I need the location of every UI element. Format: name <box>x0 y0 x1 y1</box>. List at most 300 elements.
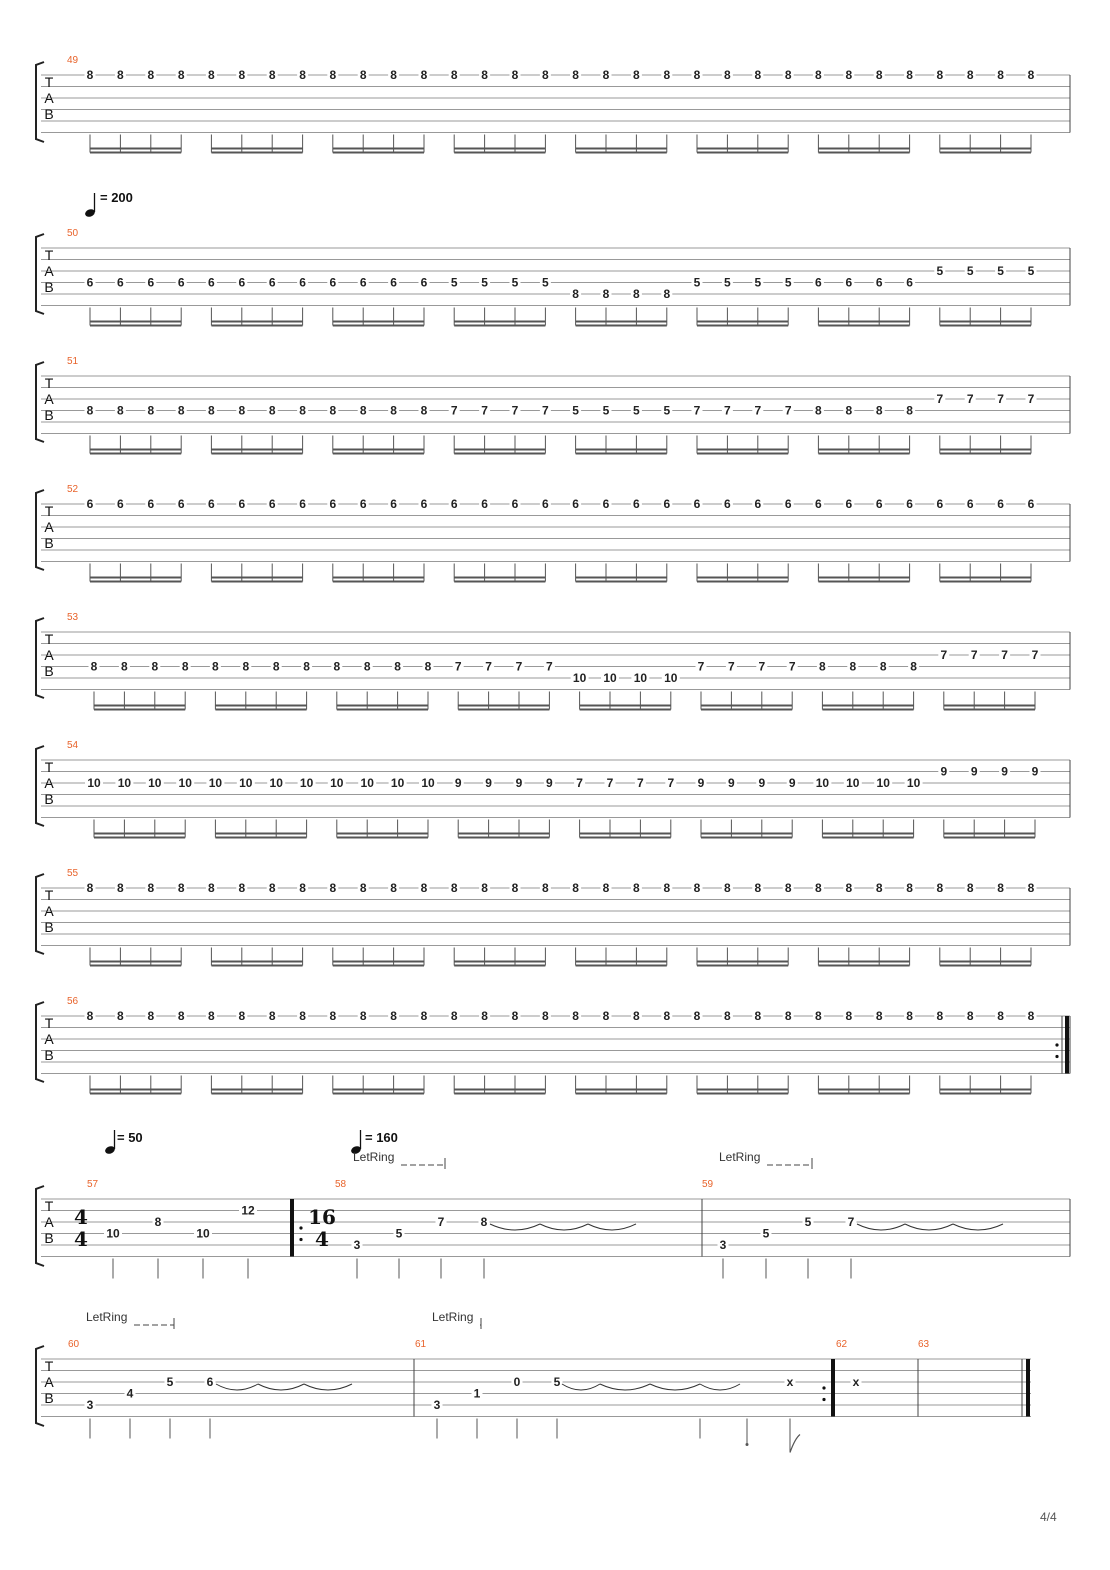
fret-number: 6 <box>390 275 397 290</box>
beam <box>576 321 667 323</box>
final-barline-thick <box>1026 1359 1030 1417</box>
let-ring-label: LetRing <box>86 1310 128 1324</box>
measure-number: 61 <box>415 1339 427 1350</box>
tie-arc <box>700 1384 740 1390</box>
fret-number: 7 <box>667 776 675 790</box>
fret-number: 7 <box>758 659 766 674</box>
system-bracket <box>36 1346 44 1426</box>
fret-number: 6 <box>390 497 397 511</box>
fret-number: 3 <box>86 1398 94 1412</box>
fret-number: 3 <box>719 1238 727 1252</box>
fret-number: 8 <box>845 881 853 895</box>
beam <box>94 833 185 835</box>
fret-number: 8 <box>784 1009 792 1023</box>
tie-arc <box>258 1384 304 1390</box>
beam <box>90 325 181 327</box>
beam <box>94 709 185 711</box>
tie-arc <box>953 1224 1003 1230</box>
tab-letter: A <box>44 391 54 407</box>
tempo-marking: = 50 <box>117 1130 143 1145</box>
fret-number: 8 <box>572 287 579 301</box>
fret-number: 6 <box>147 275 155 290</box>
fret-number: 6 <box>238 275 246 290</box>
fret-number: 6 <box>420 275 428 290</box>
beam <box>576 152 667 154</box>
system-bracket <box>36 1186 44 1266</box>
beam <box>576 577 667 579</box>
fret-number: 8 <box>394 659 401 674</box>
beam <box>818 1089 909 1091</box>
fret-number: 5 <box>572 403 579 418</box>
beam <box>90 961 181 963</box>
beam <box>333 453 424 455</box>
tie-arc <box>490 1224 540 1230</box>
beam <box>333 148 424 150</box>
beam <box>90 965 181 967</box>
beam <box>822 837 913 839</box>
fret-number: 8 <box>602 1009 610 1023</box>
tab-letter: B <box>44 279 54 295</box>
fret-number: 8 <box>177 403 185 418</box>
beam <box>333 577 424 579</box>
beam <box>818 581 909 583</box>
fret-number: 8 <box>663 1009 671 1023</box>
beam <box>940 1089 1031 1091</box>
beam <box>822 705 913 707</box>
system-bracket <box>36 234 44 314</box>
fret-number: 8 <box>208 1009 215 1023</box>
fret-number: 6 <box>815 497 822 511</box>
fret-number: 8 <box>906 403 913 418</box>
fret-number: 7 <box>693 403 701 418</box>
tab-letter: T <box>44 74 54 90</box>
measure-number: 52 <box>67 484 79 495</box>
beam <box>576 965 667 967</box>
fret-number: 7 <box>515 659 523 674</box>
fret-number: 8 <box>208 403 215 418</box>
beam <box>90 1089 181 1091</box>
fret-number: 5 <box>542 275 549 290</box>
fret-number: 8 <box>299 881 306 895</box>
beam <box>454 581 545 583</box>
tab-letter: A <box>44 775 54 791</box>
tie-arc <box>905 1224 953 1230</box>
fret-number: 7 <box>697 659 705 674</box>
fret-number: 5 <box>602 403 610 418</box>
fret-number: 5 <box>450 275 458 290</box>
fret-number: 8 <box>154 1215 162 1229</box>
fret-number: 9 <box>1001 764 1008 779</box>
beam <box>944 833 1035 835</box>
fret-number: 6 <box>754 497 762 511</box>
fret-number: 9 <box>697 776 705 790</box>
beam <box>576 961 667 963</box>
fret-number: 8 <box>177 1009 185 1023</box>
beam <box>576 1093 667 1095</box>
fret-number: 9 <box>970 764 978 779</box>
fret-number: 8 <box>724 881 731 895</box>
fret-number: 8 <box>86 403 94 418</box>
fret-number: 6 <box>117 275 124 290</box>
fret-number: 8 <box>572 1009 579 1023</box>
fret-number: 8 <box>663 287 671 301</box>
fret-number: 8 <box>1027 881 1035 895</box>
fret-number: 8 <box>481 1009 488 1023</box>
eighth-flag <box>790 1435 800 1453</box>
repeat-dot <box>1055 1043 1058 1046</box>
measure-number: 57 <box>87 1179 99 1190</box>
system-bracket <box>36 362 44 442</box>
fret-number: 8 <box>754 68 762 82</box>
beam <box>940 577 1031 579</box>
fret-number: 6 <box>177 275 185 290</box>
beam <box>697 152 788 154</box>
time-signature-bottom: 4 <box>315 1227 329 1251</box>
fret-number: 6 <box>238 497 246 511</box>
fret-number: 8 <box>784 68 792 82</box>
fret-number: 8 <box>845 1009 853 1023</box>
fret-number: 8 <box>299 1009 306 1023</box>
beam <box>215 833 306 835</box>
fret-number: 6 <box>1027 497 1035 511</box>
tab-letter: A <box>44 903 54 919</box>
beam <box>333 961 424 963</box>
beam <box>818 577 909 579</box>
beam <box>818 325 909 327</box>
tab-letter: B <box>44 106 54 122</box>
fret-number: 8 <box>511 68 519 82</box>
fret-number: 10 <box>87 776 101 790</box>
fret-number: 8 <box>363 659 371 674</box>
fret-number: 6 <box>936 497 944 511</box>
fret-number: 6 <box>906 275 913 290</box>
fret-number: 8 <box>602 287 610 301</box>
let-ring-label: LetRing <box>719 1150 761 1164</box>
fret-number: 8 <box>511 881 519 895</box>
fret-number: 5 <box>633 403 640 418</box>
fret-number: 8 <box>268 68 276 82</box>
beam <box>822 833 913 835</box>
fret-number: 10 <box>815 776 830 790</box>
fret-number: 6 <box>86 275 94 290</box>
fret-number: 6 <box>966 497 974 511</box>
time-signature-top: 4 <box>74 1205 88 1229</box>
fret-number: 7 <box>724 403 731 418</box>
beam <box>215 705 306 707</box>
measure-number: 63 <box>918 1339 930 1350</box>
fret-number: 8 <box>147 1009 155 1023</box>
beam <box>576 449 667 451</box>
fret-number: 5 <box>166 1375 174 1389</box>
beam <box>333 581 424 583</box>
fret-number: 6 <box>633 497 640 511</box>
beam <box>818 961 909 963</box>
fret-number: 8 <box>1027 68 1035 82</box>
fret-number: 8 <box>511 1009 519 1023</box>
beam <box>697 321 788 323</box>
fret-number: 6 <box>906 497 913 511</box>
fret-number: 6 <box>359 497 367 511</box>
fret-number: 8 <box>906 1009 913 1023</box>
fret-number: 8 <box>177 881 185 895</box>
fret-number: 8 <box>481 68 488 82</box>
fret-number: 6 <box>268 497 276 511</box>
let-ring-label: LetRing <box>432 1310 474 1324</box>
fret-number: 8 <box>572 881 579 895</box>
beam <box>337 837 428 839</box>
beam <box>818 449 909 451</box>
let-ring-label: LetRing <box>353 1150 395 1164</box>
fret-number: 6 <box>299 497 306 511</box>
fret-number: 6 <box>572 497 579 511</box>
fret-number: 8 <box>849 659 857 674</box>
fret-number: 8 <box>359 881 367 895</box>
measure-number: 53 <box>67 612 79 623</box>
beam <box>211 965 302 967</box>
fret-number: 7 <box>784 403 792 418</box>
tab-letter: B <box>44 535 54 551</box>
measure-number: 55 <box>67 868 79 879</box>
fret-number: 10 <box>876 776 890 790</box>
fret-number: 8 <box>633 1009 640 1023</box>
fret-number: 8 <box>147 68 155 82</box>
fret-number: 8 <box>268 403 276 418</box>
fret-number: 6 <box>86 497 94 511</box>
fret-number: 8 <box>542 68 549 82</box>
fret-number: 8 <box>966 881 974 895</box>
fret-number: 5 <box>762 1226 770 1241</box>
fret-number: 8 <box>754 881 762 895</box>
fret-number: 8 <box>268 881 276 895</box>
beam <box>818 152 909 154</box>
tab-letter: A <box>44 90 54 106</box>
time-signature-bottom: 4 <box>74 1227 88 1251</box>
fret-number: 6 <box>693 497 701 511</box>
fret-number: 5 <box>511 275 519 290</box>
measure-number: 60 <box>68 1339 80 1350</box>
fret-number: 8 <box>966 1009 974 1023</box>
beam <box>940 325 1031 327</box>
beam <box>90 321 181 323</box>
fret-number: 8 <box>86 68 94 82</box>
beam <box>697 961 788 963</box>
fret-number: 10 <box>269 776 283 790</box>
fret-number: 8 <box>238 1009 246 1023</box>
beam <box>211 1093 302 1095</box>
beam <box>940 449 1031 451</box>
fret-number: 7 <box>936 392 944 406</box>
staccato-dot <box>746 1443 749 1446</box>
fret-number: x <box>852 1375 860 1389</box>
system-bracket <box>36 62 44 142</box>
tab-letter: T <box>44 1015 54 1031</box>
repeat-dot <box>822 1398 825 1401</box>
fret-number: 8 <box>299 403 306 418</box>
fret-number: 7 <box>606 776 614 790</box>
measure-number: 58 <box>335 1179 347 1190</box>
beam <box>940 1093 1031 1095</box>
beam <box>211 1089 302 1091</box>
beam <box>697 449 788 451</box>
fret-number: 8 <box>238 403 246 418</box>
fret-number: 5 <box>663 403 671 418</box>
fret-number: 5 <box>936 264 944 278</box>
fret-number: 8 <box>151 659 159 674</box>
measure-number: 49 <box>67 55 79 66</box>
fret-number: 10 <box>148 776 162 790</box>
staff-end-mask <box>1031 1357 1076 1419</box>
fret-number: 7 <box>481 403 488 418</box>
fret-number: 8 <box>997 881 1004 895</box>
fret-number: 6 <box>542 497 549 511</box>
beam <box>701 705 792 707</box>
system-bracket <box>36 490 44 570</box>
beam <box>454 1093 545 1095</box>
tie-arc <box>588 1224 636 1230</box>
beam <box>818 965 909 967</box>
beam <box>576 1089 667 1091</box>
fret-number: 6 <box>845 275 853 290</box>
fret-number: 6 <box>450 497 458 511</box>
fret-number: 3 <box>353 1238 361 1252</box>
fret-number: 8 <box>117 68 124 82</box>
beam <box>701 837 792 839</box>
beam <box>940 148 1031 150</box>
fret-number: 7 <box>454 659 462 674</box>
fret-number: 8 <box>272 659 280 674</box>
beam <box>580 705 671 707</box>
fret-number: 10 <box>117 776 132 790</box>
fret-number: 8 <box>633 881 640 895</box>
fret-number: 7 <box>1031 648 1039 662</box>
fret-number: 8 <box>481 881 488 895</box>
fret-number: 8 <box>815 1009 822 1023</box>
fret-number: 9 <box>940 764 948 779</box>
tab-letter: A <box>44 1374 54 1390</box>
fret-number: 10 <box>421 776 435 790</box>
fret-number: 4 <box>126 1386 134 1401</box>
fret-number: 8 <box>121 659 128 674</box>
fret-number: 7 <box>728 659 735 674</box>
fret-number: 8 <box>390 881 397 895</box>
fret-number: 8 <box>117 1009 124 1023</box>
fret-number: 8 <box>420 68 428 82</box>
fret-number: 8 <box>693 881 701 895</box>
beam <box>454 325 545 327</box>
fret-number: 10 <box>208 776 223 790</box>
beam <box>211 581 302 583</box>
fret-number: 8 <box>997 1009 1004 1023</box>
fret-number: 8 <box>875 1009 883 1023</box>
fret-number: 6 <box>845 497 853 511</box>
fret-number: 8 <box>208 68 215 82</box>
fret-number: 6 <box>724 497 731 511</box>
fret-number: 5 <box>754 275 762 290</box>
beam <box>701 833 792 835</box>
beam <box>940 152 1031 154</box>
tab-letter: T <box>44 247 54 263</box>
beam <box>337 705 428 707</box>
fret-number: 7 <box>788 659 796 674</box>
beam <box>944 837 1035 839</box>
fret-number: 5 <box>553 1375 561 1389</box>
beam <box>940 961 1031 963</box>
measure-number: 56 <box>67 996 79 1007</box>
page-number: 4/4 <box>1040 1510 1057 1524</box>
fret-number: 10 <box>330 776 344 790</box>
fret-number: 8 <box>303 659 310 674</box>
fret-number: 8 <box>268 1009 276 1023</box>
tempo-marking: = 200 <box>100 190 133 205</box>
fret-number: 8 <box>936 1009 944 1023</box>
beam <box>458 705 549 707</box>
beam <box>333 152 424 154</box>
fret-number: 9 <box>454 776 462 790</box>
beam <box>458 833 549 835</box>
fret-number: 8 <box>238 881 246 895</box>
tab-letter: B <box>44 791 54 807</box>
fret-number: 7 <box>637 776 644 790</box>
beam <box>94 705 185 707</box>
fret-number: 8 <box>90 659 98 674</box>
beam <box>90 1093 181 1095</box>
tab-letter: T <box>44 1358 54 1374</box>
beam <box>90 577 181 579</box>
beam <box>576 453 667 455</box>
fret-number: 6 <box>875 275 883 290</box>
beam <box>211 325 302 327</box>
fret-number: 8 <box>359 68 367 82</box>
fret-number: 9 <box>788 776 796 790</box>
fret-number: 9 <box>1031 764 1039 779</box>
fret-number: 10 <box>906 776 921 790</box>
fret-number: 8 <box>693 1009 701 1023</box>
fret-number: 10 <box>239 776 253 790</box>
fret-number: 5 <box>966 264 974 278</box>
fret-number: 8 <box>329 68 337 82</box>
beam <box>94 837 185 839</box>
repeat-dot <box>299 1226 302 1229</box>
fret-number: 6 <box>875 497 883 511</box>
fret-number: 8 <box>542 881 549 895</box>
beam <box>211 577 302 579</box>
tie-arc <box>304 1384 352 1390</box>
tie-arc <box>216 1384 258 1390</box>
fret-number: 8 <box>208 881 215 895</box>
fret-number: 5 <box>1027 264 1035 278</box>
beam <box>940 453 1031 455</box>
fret-number: 6 <box>420 497 428 511</box>
fret-number: 7 <box>997 392 1004 406</box>
fret-number: 10 <box>633 671 648 685</box>
beam <box>211 961 302 963</box>
tie-arc <box>600 1384 650 1390</box>
fret-number: 8 <box>147 881 155 895</box>
beam <box>454 1089 545 1091</box>
fret-number: 10 <box>572 671 587 685</box>
fret-number: 8 <box>390 403 397 418</box>
fret-number: 6 <box>299 275 306 290</box>
beam <box>697 577 788 579</box>
fret-number: 10 <box>106 1226 120 1241</box>
beam <box>576 325 667 327</box>
fret-number: 8 <box>238 68 246 82</box>
beam <box>580 837 671 839</box>
fret-number: 8 <box>181 659 189 674</box>
fret-number: 8 <box>815 403 822 418</box>
beam <box>454 321 545 323</box>
fret-number: 8 <box>819 659 826 674</box>
